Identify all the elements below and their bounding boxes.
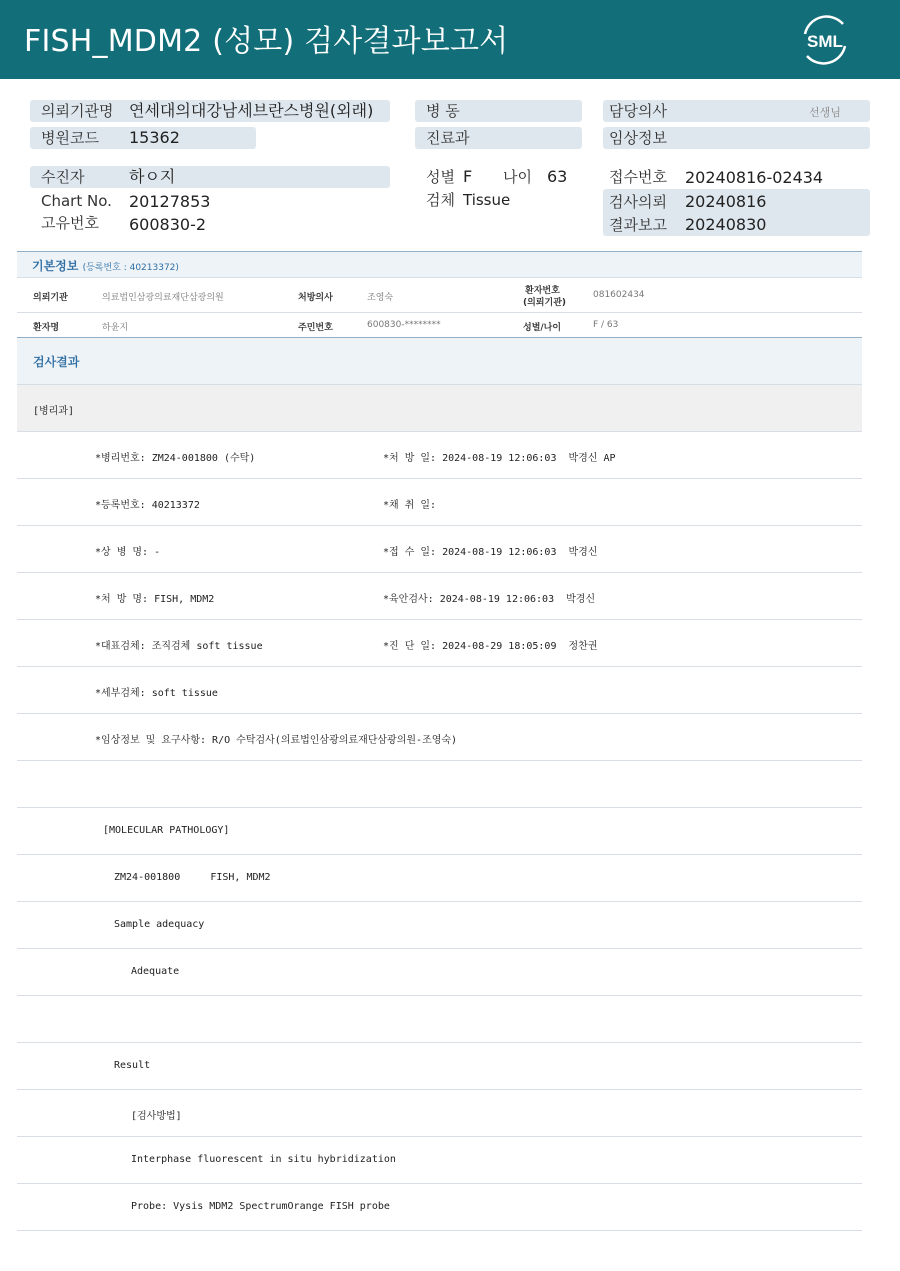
- result-field-left: *병리번호: ZM24-001800 (수탁): [95, 453, 256, 464]
- result-field-right: *진 단 일: 2024-08-29 18:05:09 정찬권: [383, 641, 598, 652]
- department-text: [병리과]: [33, 406, 75, 417]
- unique-no-label: 고유번호: [41, 214, 99, 232]
- result-row: [17, 620, 862, 667]
- result-line-text: Sample adequacy: [114, 919, 205, 930]
- specimen-value: Tissue: [463, 191, 511, 209]
- doctor-suffix: 선생님: [809, 106, 841, 119]
- result-line-text: Result: [114, 1060, 151, 1071]
- hospital-code-value: 15362: [129, 128, 180, 147]
- result-line: [17, 1184, 862, 1231]
- institution-value: 연세대의대강남세브란스병원(외래): [129, 101, 374, 120]
- result-field-left: *처 방 명: FISH, MDM2: [95, 594, 215, 605]
- result-field-left: *세부검체: soft tissue: [95, 688, 218, 699]
- info-value-resident-no: 600830-********: [367, 320, 441, 330]
- result-field-left: *상 병 명: -: [95, 547, 161, 558]
- age-label: 나이: [503, 168, 532, 186]
- info-key-institution: 의뢰기관: [33, 293, 68, 303]
- result-line-text: [검사방법]: [131, 1111, 182, 1122]
- basic-info-reg-no: (등록번호 : 40213372): [82, 263, 179, 273]
- info-key-patient-no: 환자번호: [525, 286, 560, 296]
- request-date-value: 20240816: [685, 192, 767, 211]
- report-title: FISH_MDM2 (성모) 검사결과보고서: [24, 24, 509, 59]
- doctor-label: 담당의사: [609, 102, 667, 120]
- age-value: 63: [547, 167, 568, 186]
- result-line: [17, 808, 862, 855]
- sml-logo-icon: [797, 12, 853, 68]
- basic-info-title: 기본정보 (등록번호 : 40213372): [32, 259, 179, 273]
- info-key-resident-no: 주민번호: [298, 323, 333, 333]
- report-date-label: 결과보고: [609, 216, 667, 234]
- basic-info-row-2: [17, 313, 862, 337]
- institution-label: 의뢰기관명: [41, 102, 114, 120]
- unique-no-value: 600830-2: [129, 215, 207, 234]
- result-title: 검사결과: [33, 355, 80, 369]
- basic-info-row-1: [17, 278, 862, 313]
- result-row: [17, 526, 862, 573]
- result-row: [17, 714, 862, 761]
- sex-value: F: [463, 167, 473, 186]
- info-key-patient-name: 환자명: [33, 323, 60, 333]
- patient-name-label: 수진자: [41, 168, 85, 186]
- receipt-value: 20240816-02434: [685, 168, 824, 187]
- result-line-text: Probe: Vysis MDM2 SpectrumOrange FISH probe: [131, 1201, 390, 1212]
- result-line-text: Interphase fluorescent in situ hybridization: [131, 1154, 396, 1165]
- info-value-institution: 의료법인삼광의료재단삼광의원: [102, 293, 224, 303]
- result-line: [17, 1090, 862, 1137]
- sex-label: 성별: [426, 168, 455, 186]
- specimen-label: 검체: [426, 191, 455, 209]
- result-row: [17, 479, 862, 526]
- result-line: [17, 902, 862, 949]
- department-label: 진료과: [426, 129, 470, 147]
- info-key-patient-no-sub: (의뢰기관): [523, 298, 567, 308]
- department-row: [17, 385, 862, 432]
- info-value-doctor: 조영숙: [367, 293, 394, 303]
- result-field-right: *처 방 일: 2024-08-19 12:06:03 박경신 AP: [383, 453, 616, 464]
- ward-label: 병 동: [426, 102, 460, 120]
- result-field-right: *채 취 일:: [383, 500, 437, 511]
- result-header: [17, 337, 862, 385]
- info-value-patient-name: 하윤지: [102, 323, 129, 333]
- info-key-sex-age: 성별/나이: [523, 323, 562, 333]
- chart-value: 20127853: [129, 192, 211, 211]
- result-line: [17, 996, 862, 1043]
- info-value-sex-age: F / 63: [593, 320, 619, 330]
- result-field-right: *육안검사: 2024-08-19 12:06:03 박경신: [383, 594, 596, 605]
- result-row: [17, 432, 862, 479]
- report-header: [0, 0, 900, 79]
- chart-label: Chart No.: [41, 192, 112, 210]
- hospital-code-label: 병원코드: [41, 129, 99, 147]
- svg-text:SML: SML: [807, 32, 843, 51]
- result-row: [17, 573, 862, 620]
- result-row: [17, 667, 862, 714]
- result-field-left: *임상정보 및 요구사항: R/O 수탁검사(의료법인삼광의료재단삼광의원-조영숙): [95, 735, 458, 746]
- result-line-text: ZM24-001800 FISH, MDM2: [114, 872, 271, 883]
- result-line-text: Adequate: [131, 966, 180, 977]
- result-line: [17, 1137, 862, 1184]
- info-key-doctor: 처방의사: [298, 293, 333, 303]
- report-date-value: 20240830: [685, 215, 767, 234]
- receipt-label: 접수번호: [609, 168, 667, 186]
- result-field-left: *대표검체: 조직검체 soft tissue: [95, 641, 263, 652]
- patient-name-value: 하ㅇ지: [129, 167, 176, 186]
- result-field-right: *접 수 일: 2024-08-19 12:06:03 박경신: [383, 547, 598, 558]
- result-line-text: [MOLECULAR PATHOLOGY]: [103, 825, 230, 836]
- info-value-patient-no: 081602434: [593, 290, 645, 300]
- result-line: [17, 949, 862, 996]
- basic-info-bar: [17, 251, 862, 278]
- result-line: [17, 1043, 862, 1090]
- request-date-label: 검사의뢰: [609, 193, 667, 211]
- result-field-left: *등록번호: 40213372: [95, 500, 200, 511]
- result-line: [17, 761, 862, 808]
- clinical-info-label: 임상정보: [609, 129, 667, 147]
- result-line: [17, 855, 862, 902]
